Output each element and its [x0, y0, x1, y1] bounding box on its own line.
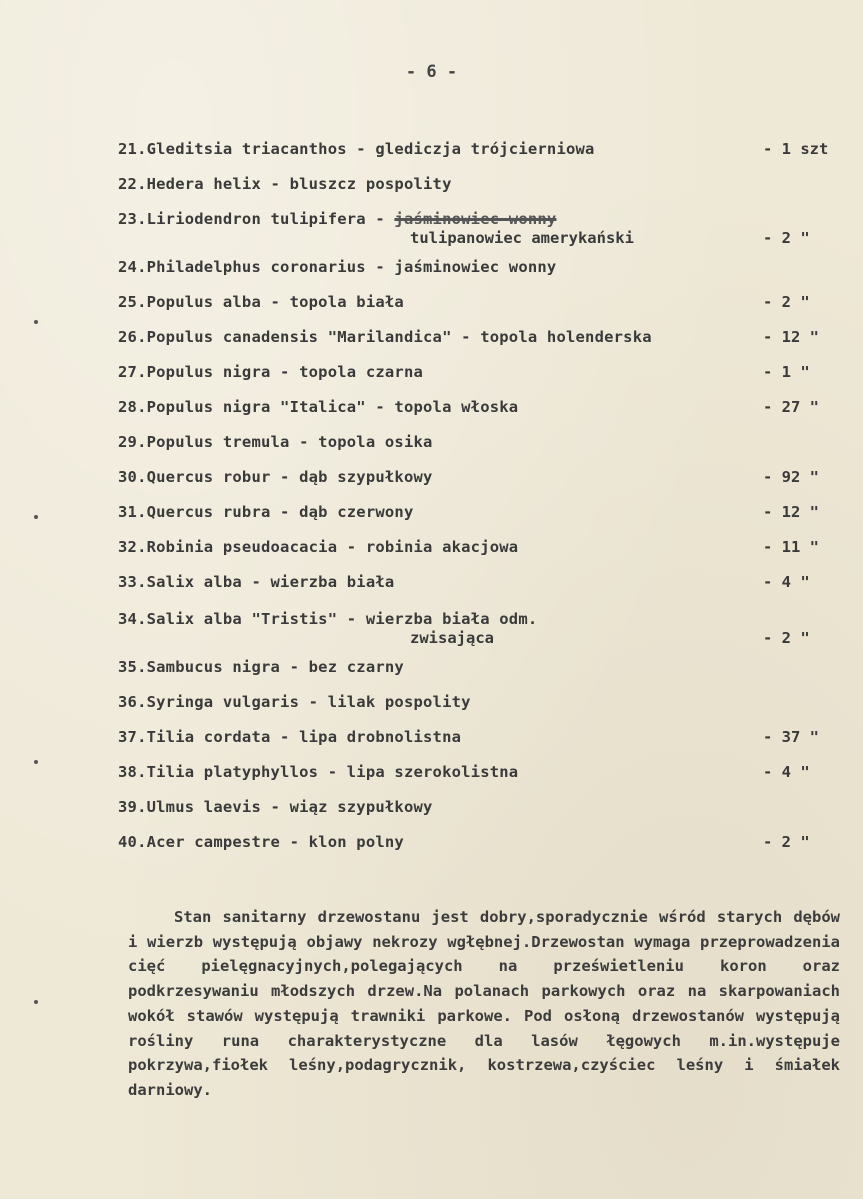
species-name: 28.Populus nigra "Italica" - topola włoska: [118, 398, 519, 416]
species-name-continuation: tulipanowiec amerykański: [410, 229, 634, 247]
quantity: - 11 ": [763, 538, 819, 556]
species-entry: [118, 398, 838, 417]
species-name: 23.Liriodendron tulipifera -: [118, 210, 395, 228]
quantity: - 4 ": [763, 763, 810, 781]
quantity: - 1 ": [763, 363, 810, 381]
page-number: - 6 -: [405, 62, 458, 82]
quantity: - 37 ": [763, 728, 819, 746]
margin-mark: [34, 515, 38, 519]
species-name: 35.Sambucus nigra - bez czarny: [118, 658, 404, 676]
species-name: 36.Syringa vulgaris - lilak pospolity: [118, 693, 471, 711]
species-name: 33.Salix alba - wierzba biała: [118, 573, 395, 591]
quantity: - 2 ": [763, 229, 810, 247]
body-paragraph: Stan sanitarny drzewostanu jest dobry,sporadycznie wśród starych dębów i wierzb występują objawy nekrozy wgłębnej.Drzewostan wymaga przeprowadzenia cięć pielęgnacyjnych,polegających na prześwietleniu koron oraz podkrzesywaniu młodszych drzew.Na polanach parkowych oraz na skarpowaniach wokół stawów występują trawniki parkowe. Pod osłoną drzewostanów występują rośliny runa charakterystyczne dla lasów łęgowych m.in.występuje pokrzywa,fiołek leśny,podagrycznik, kostrzewa,czyściec leśny i śmiałek darniowy.: [128, 908, 840, 1099]
species-entry: [118, 693, 838, 712]
species-name: 32.Robinia pseudoacacia - robinia akacjowa: [118, 538, 519, 556]
species-entry: [118, 433, 838, 452]
species-name: 27.Populus nigra - topola czarna: [118, 363, 424, 381]
species-name: 37.Tilia cordata - lipa drobnolistna: [118, 728, 462, 746]
species-name-continuation: zwisająca: [410, 629, 494, 647]
species-entry: [118, 140, 838, 159]
species-entry: [118, 538, 838, 557]
quantity: - 2 ": [763, 833, 810, 851]
species-name: 30.Quercus robur - dąb szypułkowy: [118, 468, 433, 486]
species-entry: [118, 468, 838, 487]
species-name: 29.Populus tremula - topola osika: [118, 433, 433, 451]
struck-text: jaśminowiec wonny: [394, 210, 557, 228]
quantity: - 2 ": [763, 629, 810, 647]
quantity: - 2 ": [763, 293, 810, 311]
species-name: 40.Acer campestre - klon polny: [118, 833, 404, 851]
species-entry: [118, 610, 838, 648]
species-entry: [118, 798, 838, 817]
margin-mark: [34, 320, 38, 324]
species-name: 24.Philadelphus coronarius - jaśminowiec wonny: [118, 258, 557, 276]
margin-mark: [34, 1000, 38, 1004]
species-entry: [118, 210, 838, 248]
quantity: - 1 szt: [763, 140, 829, 158]
species-name: 39.Ulmus laevis - wiąz szypułkowy: [118, 798, 433, 816]
species-entry: [118, 328, 838, 347]
quantity: - 12 ": [763, 503, 819, 521]
species-entry: [118, 293, 838, 312]
species-name: 25.Populus alba - topola biała: [118, 293, 404, 311]
species-entry: [118, 728, 838, 747]
quantity: - 27 ": [763, 398, 819, 416]
species-name: 34.Salix alba "Tristis" - wierzba biała odm.: [118, 610, 538, 628]
species-entry: [118, 363, 838, 382]
species-entry: [118, 258, 838, 277]
species-entry: [118, 175, 838, 194]
margin-mark: [34, 760, 38, 764]
species-name: 21.Gleditsia triacanthos - glediczja trójcierniowa: [118, 140, 595, 158]
species-entry: [118, 833, 838, 852]
species-name: 22.Hedera helix - bluszcz pospolity: [118, 175, 452, 193]
quantity: - 4 ": [763, 573, 810, 591]
species-entry: [118, 763, 838, 782]
species-name: 38.Tilia platyphyllos - lipa szerokolistna: [118, 763, 519, 781]
species-entry: [118, 503, 838, 522]
quantity: - 12 ": [763, 328, 819, 346]
species-entry: [118, 573, 838, 592]
species-entry: [118, 658, 838, 677]
quantity: - 92 ": [763, 468, 819, 486]
species-name: 26.Populus canadensis "Marilandica" - topola holenderska: [118, 328, 652, 346]
species-name: 31.Quercus rubra - dąb czerwony: [118, 503, 414, 521]
